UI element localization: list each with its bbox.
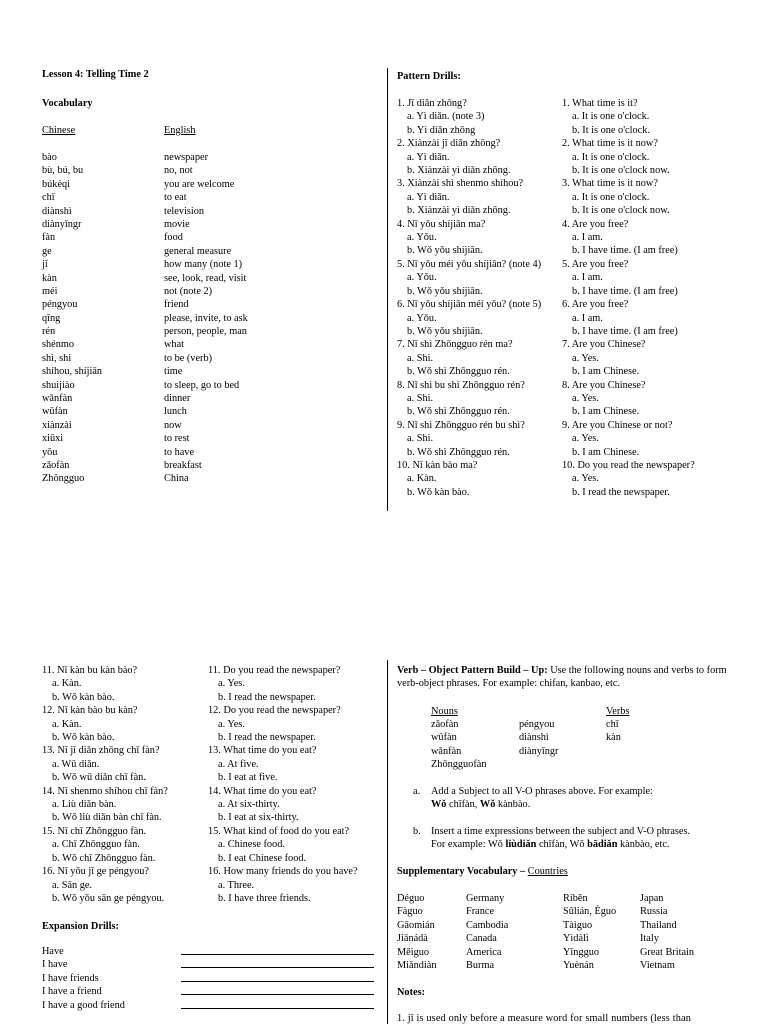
vocab-row (42, 298, 362, 311)
drill-answer: a. It is one o'clock. (572, 191, 650, 203)
vocab-chinese: diànyǐngr (42, 218, 82, 230)
vocab-english: television (164, 205, 205, 217)
noun-item: diànyǐngr (519, 745, 559, 757)
vocab-chinese: búkèqi (42, 178, 71, 190)
answer-blank (181, 958, 374, 968)
country-row (563, 919, 738, 932)
vocab-row (42, 352, 362, 365)
vocab-english: to eat (164, 192, 187, 204)
country-row (397, 946, 572, 959)
nouns-column-1 (431, 718, 486, 772)
vocab-english: see, look, read, visit (164, 272, 247, 284)
vocab-chinese: jǐ (42, 259, 48, 271)
drill-answer: b. It is one o'clock. (572, 124, 650, 136)
drill-answer: a. Yǒu. (407, 232, 437, 244)
country-row (563, 932, 738, 945)
answer-blank (181, 945, 374, 955)
drill-answer: b. I am Chinese. (572, 366, 640, 378)
drill-answer: b. I eat Chinese food. (218, 852, 307, 864)
country-row (563, 905, 738, 918)
vocab-english: friend (164, 299, 189, 311)
vocab-english: dinner (164, 393, 191, 405)
country-row (397, 919, 572, 932)
drill-answer: b. I have time. (I am free) (572, 285, 678, 297)
drill-answer: b. Wǒ kàn bào. (52, 732, 115, 744)
example-time: bādiǎn (587, 839, 618, 850)
drill-answer: a. Sān ge. (52, 879, 93, 891)
pattern-drills-english (562, 97, 752, 499)
vocab-english: to rest (164, 433, 190, 445)
nouns-column-2 (519, 718, 558, 758)
drill-question: 3. What time is it now? (562, 178, 658, 190)
drill-question: 9. Nǐ shì Zhōngguo rén bu shì? (397, 419, 525, 431)
drill-answer: a. Yes. (572, 352, 599, 364)
drill-question: 10. Nǐ kàn bào ma? (397, 459, 478, 471)
country-english: France (466, 906, 495, 918)
verbs-heading: Verbs (606, 706, 630, 717)
country-english: Great Britain (640, 946, 695, 958)
drill-question: 11. Nǐ kàn bu kàn bào? (42, 665, 138, 676)
country-english: Canada (466, 933, 497, 945)
vocab-english: general measure (164, 245, 232, 257)
drill-answer: a. Kàn. (52, 678, 82, 690)
expansion-row (42, 958, 377, 971)
vocab-chinese: ge (42, 245, 52, 257)
drill-question: 8. Are you Chinese? (562, 379, 646, 391)
column-header-english: English (164, 125, 196, 136)
vocab-chinese: yǒu (42, 446, 58, 458)
drill-answer: a. Yes. (218, 718, 245, 730)
vocab-english: food (164, 232, 183, 244)
drill-answer: a. Shì. (407, 352, 434, 364)
vocab-row (42, 231, 362, 244)
vocab-chinese: xiànzài (42, 419, 72, 431)
item-b-text: Insert a time expressions between the subject and V-O phrases. (431, 826, 691, 837)
drill-answer: b. Wǒ shì Zhōngguo rén. (407, 406, 510, 418)
vocab-row (42, 459, 362, 472)
vocab-english: please, invite, to ask (164, 312, 248, 324)
drill-answer: a. Shì. (407, 433, 434, 445)
example-text: chīfàn, Wǒ (536, 839, 588, 850)
drill-answer: b. I am Chinese. (572, 406, 640, 418)
drill-question: 3. Xiànzài shì shenmo shíhou? (397, 178, 524, 190)
vocab-english: person, people, man (164, 326, 247, 338)
vocab-english: movie (164, 218, 190, 230)
verbs-column (606, 718, 621, 745)
vocab-english: no, not (164, 165, 193, 177)
expansion-prompt: Have (42, 946, 64, 957)
drill-question: 15. What kind of food do you eat? (208, 825, 350, 837)
item-a-example (431, 798, 530, 811)
expansion-prompt: I have (42, 959, 68, 971)
drill-answer: a. Yì diǎn. (407, 151, 450, 163)
drill-answer: a. Chinese food. (218, 839, 285, 851)
drill-question: 14. What time do you eat? (208, 785, 317, 797)
drill-question: 16. How many friends do you have? (208, 866, 358, 878)
country-chinese: Jiānádà (397, 933, 428, 945)
drill-answer: b. Wǒ shì Zhōngguo rén. (407, 366, 510, 378)
answer-blank (181, 985, 374, 995)
verb-object-intro (397, 664, 742, 691)
drill-answer: a. It is one o'clock. (572, 151, 650, 163)
country-chinese: Miǎndiàn (397, 959, 437, 971)
answer-blank (181, 999, 374, 1009)
drill-answer: b. Wǒ chī Zhōngguo fàn. (52, 852, 156, 864)
column-divider-top (387, 68, 388, 511)
column-header-chinese: Chinese (42, 125, 76, 136)
vocab-chinese: shénmo (42, 339, 75, 351)
drill-answer: a. Yì diǎn. (note 3) (407, 111, 485, 123)
supplementary-subtitle: Countries (527, 866, 568, 877)
item-a-text: Add a Subject to all V-O phrases above. For example: (431, 786, 653, 797)
drill-answer: a. I am. (572, 272, 603, 284)
vocab-row (42, 392, 362, 405)
drill-answer: b. I read the newspaper. (572, 486, 670, 498)
drill-question: 13. Nǐ jǐ diǎn zhōng chī fàn? (42, 745, 160, 757)
countries-right (563, 892, 738, 972)
country-chinese: Yīngguo (563, 946, 600, 958)
vocab-row (42, 338, 362, 351)
pattern-drills-heading: Pattern Drills: (397, 71, 461, 82)
example-text: For example: Wǒ (431, 839, 506, 850)
example-time: liùdiǎn (505, 839, 537, 850)
expansion-prompt: I have a friend (42, 986, 102, 998)
country-chinese: Sūlián, Éguo (563, 906, 617, 918)
noun-item: zǎofàn (431, 719, 459, 730)
vocab-row (42, 472, 362, 485)
vocab-english: now (164, 419, 182, 431)
vocab-row (42, 178, 362, 191)
vocab-chinese: qǐng (42, 312, 61, 324)
expansion-row (42, 985, 377, 998)
vocab-row (42, 285, 362, 298)
item-b-label: b. (413, 826, 421, 837)
drill-answer: a. Yì diǎn. (407, 191, 450, 203)
example-subject: Wǒ (431, 799, 447, 810)
drill-answer: a. Yes. (572, 473, 599, 485)
example-text: chīfàn, (446, 799, 480, 810)
vocabulary-heading: Vocabulary (42, 98, 93, 109)
drill-answer: b. I read the newspaper. (218, 732, 316, 744)
item-a-label: a. (413, 786, 421, 797)
vocab-row (42, 405, 362, 418)
expansion-prompt: I have friends (42, 972, 99, 984)
vocab-row (42, 164, 362, 177)
vocab-chinese: shuìjiào (42, 379, 75, 391)
country-row (397, 892, 572, 905)
country-chinese: Yuènán (563, 959, 594, 971)
example-text: kànbào. (495, 799, 531, 810)
drill-answer: a. Kàn. (407, 473, 437, 485)
drill-answer: b. Wǒ kàn bào. (52, 691, 115, 703)
drill-question: 11. Do you read the newspaper? (208, 665, 341, 676)
vocab-row (42, 205, 362, 218)
country-row (397, 932, 572, 945)
drill-answer: b. Xiànzài yì diǎn zhōng. (407, 205, 511, 217)
drill-answer: b. I am Chinese. (572, 446, 640, 458)
vocab-english: how many (note 1) (164, 259, 243, 271)
country-row (397, 959, 572, 972)
vocab-english: newspaper (164, 152, 209, 163)
vocab-row (42, 312, 362, 325)
drill-answer: a. I am. (572, 232, 603, 244)
drill-question: 1. Jǐ diǎn zhōng? (397, 98, 467, 109)
drill-answer: a. Yǒu. (407, 272, 437, 284)
item-b-example (431, 838, 669, 851)
note-1: 1. jǐ is used only before a measure word for small numbers (less than (397, 1013, 692, 1024)
nouns-heading: Nouns (431, 706, 458, 717)
drill-answer: b. I eat at five. (218, 772, 278, 784)
vocab-chinese: wǎnfàn (42, 393, 73, 405)
country-english: Italy (640, 933, 659, 945)
vocab-chinese: zǎofàn (42, 459, 70, 471)
expansion-drills-heading: Expansion Drills: (42, 921, 119, 932)
drill-answer: a. Wǔ diǎn. (52, 758, 100, 770)
drill-answer: b. It is one o'clock now. (572, 205, 670, 217)
notes-heading: Notes: (397, 987, 426, 998)
vocab-chinese: fàn (42, 232, 56, 244)
drill-question: 7. Nǐ shì Zhōngguo rén ma? (397, 339, 513, 351)
verb-item: chī (606, 719, 619, 730)
drill-answer: b. Wǒ shì Zhōngguo rén. (407, 446, 510, 458)
vocab-chinese: chī (42, 192, 55, 204)
drill-question: 5. Are you free? (562, 258, 629, 270)
drill-answer: b. I eat at six-thirty. (218, 812, 299, 824)
column-divider-bottom (387, 660, 388, 1024)
vocab-english: to have (164, 446, 195, 458)
vocab-chinese: shì, shi (42, 352, 72, 364)
vocab-chinese: péngyou (42, 299, 78, 311)
vocab-chinese: xiūxi (42, 433, 64, 445)
vocab-row (42, 258, 362, 271)
drill-answer: a. It is one o'clock. (572, 111, 650, 123)
expansion-row (42, 999, 377, 1012)
vocab-english: China (164, 473, 189, 485)
vocab-chinese: bù, bú, bu (42, 165, 84, 177)
vocab-chinese: méi (42, 285, 58, 297)
vocab-chinese: shíhou, shíjiān (42, 366, 103, 378)
drill-answer: a. Three. (218, 879, 255, 891)
vocab-row (42, 272, 362, 285)
drill-answer: a. Yes. (218, 678, 245, 690)
drill-answer: b. Wǒ yǒu sān ge péngyou. (52, 892, 165, 904)
drill-answer: b. I have three friends. (218, 892, 311, 904)
country-chinese: Yìdàlì (563, 933, 589, 945)
drill-question: 15. Nǐ chī Zhōngguo fàn. (42, 825, 147, 837)
country-chinese: Fàguo (397, 906, 423, 918)
drill-question: 14. Nǐ shenmo shíhou chī fàn? (42, 785, 168, 797)
country-english: America (466, 946, 502, 958)
drill-answer: a. At six-thirty. (218, 799, 280, 811)
drill-question: 12. Do you read the newspaper? (208, 705, 341, 717)
vocab-english: time (164, 366, 183, 378)
vocab-english: breakfast (164, 459, 202, 471)
country-english: Japan (640, 893, 664, 904)
noun-item: diànshì (519, 732, 549, 744)
country-row (563, 959, 738, 972)
drill-answer: a. Liù diǎn bàn. (52, 799, 117, 811)
vocab-english: to sleep, go to bed (164, 379, 240, 391)
drill-question: 5. Nǐ yǒu méi yǒu shíjiān? (note 4) (397, 258, 542, 270)
vocab-row (42, 191, 362, 204)
verb-object-title: Verb – Object Pattern Build – Up: (397, 665, 548, 676)
drill-answer: b. I have time. (I am free) (572, 325, 678, 337)
drill-answer: a. Chī Zhōngguo fàn. (52, 839, 140, 851)
country-row (397, 905, 572, 918)
country-english: Vietnam (640, 959, 675, 971)
vocab-row (42, 432, 362, 445)
drill-answer: a. Yes. (572, 433, 599, 445)
drill-question: 6. Are you free? (562, 299, 629, 311)
vocab-chinese: kàn (42, 272, 57, 284)
drill-question: 6. Nǐ yǒu shíjiān méi yǒu? (note 5) (397, 299, 542, 311)
noun-item: wǔfàn (431, 732, 457, 744)
drill-answer: b. I have time. (I am free) (572, 245, 678, 257)
drill-answer: b. Wǒ kàn bào. (407, 486, 470, 498)
noun-item: Zhōngguofàn (431, 759, 487, 771)
supplementary-title: Supplementary Vocabulary – (397, 866, 528, 877)
vocabulary-list (42, 151, 362, 486)
vocab-chinese: Zhōngguo (42, 473, 85, 485)
drill-question: 10. Do you read the newspaper? (562, 459, 695, 471)
lesson-title: Lesson 4: Telling Time 2 (42, 69, 149, 80)
vocab-row (42, 365, 362, 378)
country-row (563, 892, 738, 905)
drill-answer: a. Shì. (407, 392, 434, 404)
vocab-row (42, 245, 362, 258)
drill-answer: b. It is one o'clock now. (572, 165, 670, 177)
vocab-row (42, 379, 362, 392)
country-row (563, 946, 738, 959)
countries-left (397, 892, 572, 972)
verb-object-instructions: Use the following nouns and verbs to form verb-object phrases. For example: chifan, kanbao, etc. (397, 665, 727, 690)
drill-question: 4. Nǐ yǒu shíjiān ma? (397, 218, 486, 230)
supplementary-vocab-heading (397, 865, 568, 878)
verb-item: kàn (606, 732, 621, 744)
vocab-chinese: diànshì (42, 205, 72, 217)
noun-item: péngyou (519, 719, 555, 730)
vocab-english: lunch (164, 406, 187, 418)
drill-answer: b. Wǒ yǒu shíjiān. (407, 325, 483, 337)
expansion-row (42, 972, 377, 985)
country-english: Germany (466, 893, 505, 904)
vocab-chinese: rén (42, 326, 56, 338)
example-text: kànbào, etc. (617, 839, 670, 850)
country-chinese: Déguo (397, 893, 425, 904)
vocab-english: not (note 2) (164, 285, 213, 297)
answer-blank (181, 972, 374, 982)
vocab-row (42, 446, 362, 459)
drills-chinese-continued (42, 664, 207, 905)
drill-question: 2. Xiànzài jǐ diǎn zhōng? (397, 138, 501, 150)
drill-answer: a. Yes. (572, 392, 599, 404)
drill-answer: b. Yì diǎn zhōng (407, 124, 476, 136)
vocab-chinese: bào (42, 152, 57, 163)
drill-answer: a. Kàn. (52, 718, 82, 730)
country-chinese: Rìběn (563, 893, 588, 904)
example-subject: Wǒ (479, 799, 496, 810)
drill-answer: b. Wǒ liù diǎn bàn chī fàn. (52, 812, 162, 824)
drill-answer: b. I read the newspaper. (218, 691, 316, 703)
vocab-row (42, 325, 362, 338)
vocab-english: you are welcome (164, 178, 235, 190)
country-chinese: Tàiguo (563, 919, 593, 931)
drill-question: 4. Are you free? (562, 218, 629, 230)
drill-answer: b. Wǒ yǒu shíjiān. (407, 285, 483, 297)
expansion-drills-list (42, 945, 377, 1012)
country-english: Thailand (640, 919, 677, 931)
vocab-english: what (164, 339, 185, 351)
country-english: Russia (640, 906, 668, 918)
vocab-row (42, 218, 362, 231)
vocab-row (42, 151, 362, 164)
drill-question: 8. Nǐ shì bu shì Zhōngguo rén? (397, 379, 525, 391)
drill-answer: a. At five. (218, 758, 259, 770)
drill-question: 12. Nǐ kàn bào bu kàn? (42, 705, 138, 717)
drill-question: 2. What time is it now? (562, 138, 658, 150)
vocab-row (42, 419, 362, 432)
expansion-prompt: I have a good friend (42, 999, 125, 1011)
drill-answer: a. I am. (572, 312, 603, 324)
drill-question: 1. What time is it? (562, 98, 638, 109)
drill-question: 16. Nǐ yǒu jǐ ge péngyou? (42, 866, 149, 878)
country-english: Burma (466, 959, 495, 971)
pattern-drills-chinese (397, 97, 567, 499)
drill-answer: b. Wǒ yǒu shíjiān. (407, 245, 483, 257)
drill-question: 7. Are you Chinese? (562, 339, 646, 351)
country-english: Cambodia (466, 919, 509, 931)
drill-question: 9. Are you Chinese or not? (562, 419, 673, 431)
drill-answer: b. Xiànzài yì diǎn zhōng. (407, 165, 511, 177)
country-chinese: Měiguo (397, 946, 430, 958)
country-chinese: Gāomián (397, 919, 435, 931)
drill-answer: b. Wǒ wǔ diǎn chī fàn. (52, 772, 146, 784)
vocab-chinese: wǔfàn (42, 406, 68, 418)
noun-item: wǎnfàn (431, 745, 462, 757)
drill-answer: a. Yǒu. (407, 312, 437, 324)
drill-question: 13. What time do you eat? (208, 745, 317, 757)
drills-english-continued (208, 664, 386, 905)
vocab-english: to be (verb) (164, 352, 213, 364)
expansion-row (42, 945, 377, 958)
